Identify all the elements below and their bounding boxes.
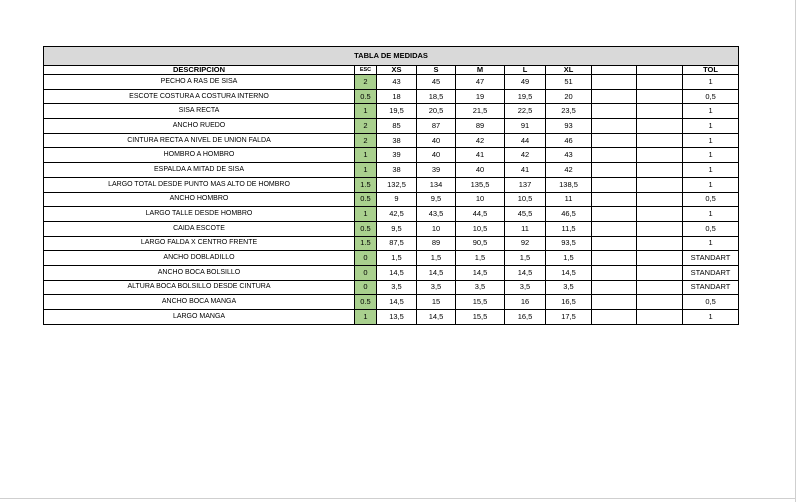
cell-blank-2 <box>637 207 683 222</box>
cell-esc: 0.5 <box>355 221 377 236</box>
cell-xs: 38 <box>377 163 417 178</box>
cell-esc: 1 <box>355 148 377 163</box>
cell-xs: 14,5 <box>377 265 417 280</box>
cell-tol: STANDART <box>683 280 739 295</box>
cell-xl: 46 <box>546 133 592 148</box>
page-edge-right <box>795 0 796 502</box>
cell-blank-1 <box>592 310 637 325</box>
cell-xs: 132,5 <box>377 177 417 192</box>
cell-l: 16 <box>505 295 546 310</box>
cell-xl: 42 <box>546 163 592 178</box>
cell-tol: 0,5 <box>683 192 739 207</box>
cell-xl: 1,5 <box>546 251 592 266</box>
cell-tol: 1 <box>683 133 739 148</box>
cell-m: 47 <box>456 75 505 90</box>
cell-xl: 23,5 <box>546 104 592 119</box>
cell-s: 3,5 <box>417 280 456 295</box>
table-row <box>44 75 739 90</box>
header-blank-1 <box>592 66 637 75</box>
cell-xl: 14,5 <box>546 265 592 280</box>
cell-descripcion: ANCHO RUEDO <box>44 119 355 134</box>
cell-tol: 1 <box>683 236 739 251</box>
cell-descripcion: PECHO A RAS DE SISA <box>44 75 355 90</box>
cell-l: 14,5 <box>505 265 546 280</box>
cell-l: 16,5 <box>505 310 546 325</box>
cell-blank-1 <box>592 119 637 134</box>
header-descripcion: DESCRIPCION <box>44 66 355 75</box>
cell-xs: 9 <box>377 192 417 207</box>
cell-blank-2 <box>637 251 683 266</box>
cell-blank-1 <box>592 221 637 236</box>
cell-esc: 1.5 <box>355 177 377 192</box>
cell-blank-2 <box>637 104 683 119</box>
header-xl: XL <box>546 66 592 75</box>
table-row <box>44 251 739 266</box>
cell-s: 1,5 <box>417 251 456 266</box>
cell-blank-1 <box>592 295 637 310</box>
cell-blank-2 <box>637 221 683 236</box>
cell-xs: 87,5 <box>377 236 417 251</box>
page-edge-bottom <box>0 498 796 499</box>
cell-xs: 43 <box>377 75 417 90</box>
cell-tol: 1 <box>683 177 739 192</box>
table-row <box>44 207 739 222</box>
cell-xs: 3,5 <box>377 280 417 295</box>
cell-descripcion: CAIDA ESCOTE <box>44 221 355 236</box>
cell-m: 1,5 <box>456 251 505 266</box>
cell-s: 43,5 <box>417 207 456 222</box>
cell-l: 41 <box>505 163 546 178</box>
cell-xl: 93 <box>546 119 592 134</box>
cell-esc: 0 <box>355 251 377 266</box>
cell-blank-2 <box>637 177 683 192</box>
cell-xl: 43 <box>546 148 592 163</box>
header-tol: TOL <box>683 66 739 75</box>
cell-esc: 1 <box>355 207 377 222</box>
header-m: M <box>456 66 505 75</box>
table-row <box>44 104 739 119</box>
cell-tol: STANDART <box>683 251 739 266</box>
cell-blank-1 <box>592 280 637 295</box>
cell-blank-2 <box>637 75 683 90</box>
header-blank-2 <box>637 66 683 75</box>
cell-m: 40 <box>456 163 505 178</box>
cell-blank-2 <box>637 310 683 325</box>
cell-blank-1 <box>592 177 637 192</box>
cell-l: 3,5 <box>505 280 546 295</box>
cell-blank-2 <box>637 163 683 178</box>
cell-s: 20,5 <box>417 104 456 119</box>
cell-tol: 1 <box>683 119 739 134</box>
cell-esc: 2 <box>355 133 377 148</box>
table-row <box>44 221 739 236</box>
cell-s: 40 <box>417 133 456 148</box>
table-row <box>44 148 739 163</box>
cell-blank-2 <box>637 295 683 310</box>
cell-descripcion: LARGO FALDA X CENTRO FRENTE <box>44 236 355 251</box>
cell-descripcion: ESCOTE COSTURA A COSTURA INTERNO <box>44 89 355 104</box>
cell-s: 18,5 <box>417 89 456 104</box>
cell-xl: 17,5 <box>546 310 592 325</box>
cell-blank-1 <box>592 104 637 119</box>
cell-tol: 1 <box>683 207 739 222</box>
table-row <box>44 236 739 251</box>
cell-xl: 11,5 <box>546 221 592 236</box>
cell-xs: 18 <box>377 89 417 104</box>
cell-tol: 1 <box>683 310 739 325</box>
cell-s: 45 <box>417 75 456 90</box>
cell-xs: 38 <box>377 133 417 148</box>
cell-descripcion: HOMBRO A HOMBRO <box>44 148 355 163</box>
cell-tol: STANDART <box>683 265 739 280</box>
cell-m: 135,5 <box>456 177 505 192</box>
cell-xl: 20 <box>546 89 592 104</box>
cell-descripcion: ANCHO BOCA BOLSILLO <box>44 265 355 280</box>
cell-blank-2 <box>637 192 683 207</box>
table-row <box>44 177 739 192</box>
cell-s: 89 <box>417 236 456 251</box>
measurements-table <box>43 46 739 325</box>
table-row <box>44 310 739 325</box>
cell-s: 14,5 <box>417 310 456 325</box>
cell-xl: 3,5 <box>546 280 592 295</box>
cell-descripcion: ESPALDA A MITAD DE SISA <box>44 163 355 178</box>
table-row <box>44 89 739 104</box>
cell-descripcion: ANCHO BOCA MANGA <box>44 295 355 310</box>
cell-m: 14,5 <box>456 265 505 280</box>
cell-tol: 0,5 <box>683 221 739 236</box>
cell-esc: 0.5 <box>355 192 377 207</box>
cell-l: 42 <box>505 148 546 163</box>
cell-blank-2 <box>637 148 683 163</box>
table-row <box>44 163 739 178</box>
table-row <box>44 192 739 207</box>
cell-esc: 1 <box>355 104 377 119</box>
cell-xl: 46,5 <box>546 207 592 222</box>
cell-tol: 1 <box>683 163 739 178</box>
cell-l: 44 <box>505 133 546 148</box>
cell-blank-2 <box>637 89 683 104</box>
cell-l: 137 <box>505 177 546 192</box>
cell-xl: 138,5 <box>546 177 592 192</box>
cell-l: 92 <box>505 236 546 251</box>
cell-descripcion: ANCHO HOMBRO <box>44 192 355 207</box>
cell-xs: 39 <box>377 148 417 163</box>
cell-m: 42 <box>456 133 505 148</box>
cell-s: 134 <box>417 177 456 192</box>
header-l: L <box>505 66 546 75</box>
cell-blank-1 <box>592 192 637 207</box>
cell-blank-1 <box>592 265 637 280</box>
cell-xs: 14,5 <box>377 295 417 310</box>
cell-m: 19 <box>456 89 505 104</box>
cell-blank-1 <box>592 75 637 90</box>
cell-s: 39 <box>417 163 456 178</box>
cell-tol: 1 <box>683 104 739 119</box>
cell-m: 89 <box>456 119 505 134</box>
cell-esc: 1 <box>355 163 377 178</box>
cell-l: 10,5 <box>505 192 546 207</box>
cell-esc: 0 <box>355 280 377 295</box>
cell-xs: 1,5 <box>377 251 417 266</box>
cell-l: 11 <box>505 221 546 236</box>
cell-m: 10,5 <box>456 221 505 236</box>
header-esc: ESC <box>355 66 377 75</box>
cell-esc: 0 <box>355 265 377 280</box>
cell-tol: 0,5 <box>683 89 739 104</box>
cell-m: 3,5 <box>456 280 505 295</box>
cell-blank-1 <box>592 251 637 266</box>
cell-tol: 1 <box>683 75 739 90</box>
cell-xl: 11 <box>546 192 592 207</box>
cell-blank-1 <box>592 148 637 163</box>
cell-l: 49 <box>505 75 546 90</box>
header-xs: XS <box>377 66 417 75</box>
table-row <box>44 280 739 295</box>
cell-s: 15 <box>417 295 456 310</box>
cell-blank-2 <box>637 265 683 280</box>
cell-xs: 9,5 <box>377 221 417 236</box>
cell-esc: 1 <box>355 310 377 325</box>
table-title-row <box>44 47 739 66</box>
cell-blank-1 <box>592 207 637 222</box>
cell-descripcion: CINTURA RECTA A NIVEL DE UNION FALDA <box>44 133 355 148</box>
header-s: S <box>417 66 456 75</box>
cell-esc: 2 <box>355 119 377 134</box>
cell-s: 40 <box>417 148 456 163</box>
cell-tol: 1 <box>683 148 739 163</box>
cell-m: 90,5 <box>456 236 505 251</box>
cell-blank-1 <box>592 89 637 104</box>
cell-descripcion: LARGO TALLE DESDE HOMBRO <box>44 207 355 222</box>
cell-esc: 0.5 <box>355 89 377 104</box>
table-header-row <box>44 66 739 75</box>
cell-descripcion: LARGO MANGA <box>44 310 355 325</box>
cell-s: 87 <box>417 119 456 134</box>
table-row <box>44 119 739 134</box>
cell-l: 1,5 <box>505 251 546 266</box>
cell-blank-2 <box>637 119 683 134</box>
cell-xl: 51 <box>546 75 592 90</box>
cell-descripcion: ALTURA BOCA BOLSILLO DESDE CINTURA <box>44 280 355 295</box>
cell-xl: 93,5 <box>546 236 592 251</box>
cell-s: 9,5 <box>417 192 456 207</box>
cell-s: 14,5 <box>417 265 456 280</box>
cell-s: 10 <box>417 221 456 236</box>
cell-xs: 19,5 <box>377 104 417 119</box>
cell-esc: 2 <box>355 75 377 90</box>
cell-l: 91 <box>505 119 546 134</box>
cell-xl: 16,5 <box>546 295 592 310</box>
table-row <box>44 133 739 148</box>
cell-xs: 42,5 <box>377 207 417 222</box>
cell-xs: 85 <box>377 119 417 134</box>
cell-blank-2 <box>637 133 683 148</box>
cell-descripcion: ANCHO DOBLADILLO <box>44 251 355 266</box>
cell-xs: 13,5 <box>377 310 417 325</box>
cell-l: 22,5 <box>505 104 546 119</box>
cell-m: 10 <box>456 192 505 207</box>
cell-blank-1 <box>592 133 637 148</box>
cell-esc: 1.5 <box>355 236 377 251</box>
table-row <box>44 295 739 310</box>
table-row <box>44 265 739 280</box>
cell-l: 19,5 <box>505 89 546 104</box>
cell-blank-2 <box>637 236 683 251</box>
cell-esc: 0.5 <box>355 295 377 310</box>
table-title: TABLA DE MEDIDAS <box>44 47 739 66</box>
cell-blank-2 <box>637 280 683 295</box>
cell-descripcion: SISA RECTA <box>44 104 355 119</box>
cell-blank-1 <box>592 236 637 251</box>
cell-m: 44,5 <box>456 207 505 222</box>
cell-m: 15,5 <box>456 295 505 310</box>
cell-descripcion: LARGO TOTAL DESDE PUNTO MAS ALTO DE HOMBRO <box>44 177 355 192</box>
cell-m: 15,5 <box>456 310 505 325</box>
cell-m: 21,5 <box>456 104 505 119</box>
cell-blank-1 <box>592 163 637 178</box>
cell-l: 45,5 <box>505 207 546 222</box>
cell-m: 41 <box>456 148 505 163</box>
cell-tol: 0,5 <box>683 295 739 310</box>
